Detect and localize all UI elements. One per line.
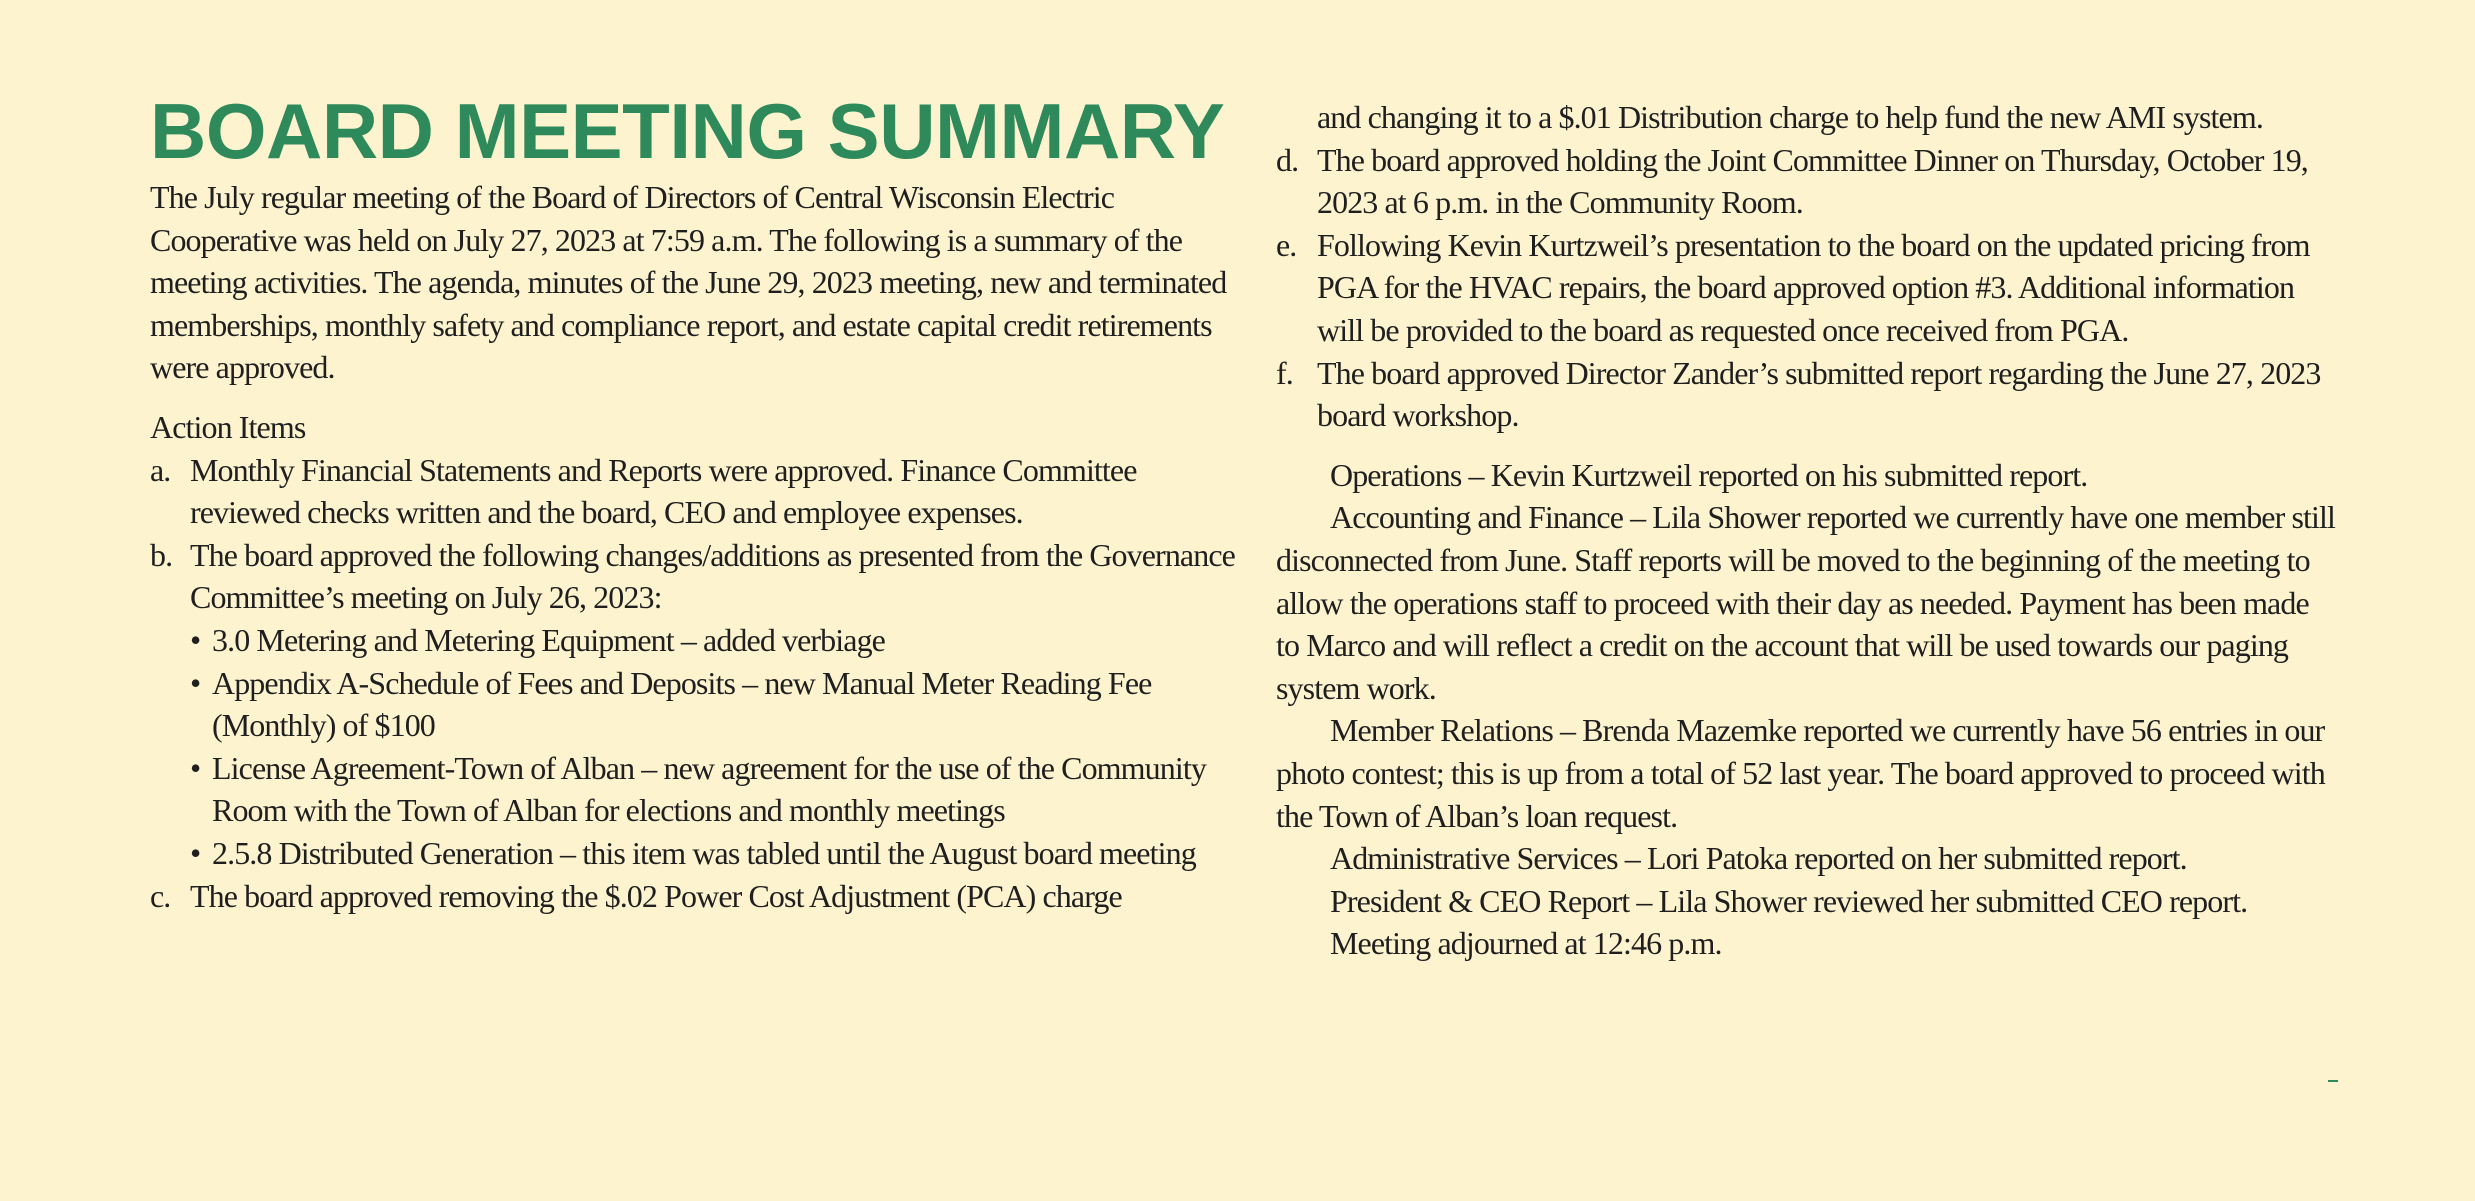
action-item-marker: f. bbox=[1276, 354, 1293, 391]
report-president-ceo: President & CEO Report – Lila Shower reviewed her submitted CEO report. bbox=[1330, 882, 2248, 919]
list-item bbox=[190, 747, 1240, 832]
action-item-marker: a. bbox=[150, 451, 171, 488]
action-item-e bbox=[1276, 224, 2336, 352]
list-item-text: 2.5.8 Distributed Generation – this item was tabled until the August board meeting bbox=[212, 834, 1196, 871]
left-column bbox=[150, 0, 1240, 917]
action-item-text: The board approved holding the Joint Committee Dinner on Thursday, October 19, 2023 at 6 p.m. in the Community Room. bbox=[1317, 141, 2308, 221]
list-item bbox=[190, 619, 1240, 662]
action-items-heading: Action Items bbox=[150, 408, 306, 445]
action-item-f bbox=[1276, 352, 2336, 437]
list-item-text: Appendix A-Schedule of Fees and Deposits – new Manual Meter Reading Fee (Monthly) of $100 bbox=[212, 664, 1152, 744]
list-item bbox=[190, 832, 1240, 875]
action-item-marker: c. bbox=[150, 877, 171, 914]
bullet-icon: • bbox=[190, 749, 201, 786]
list-item bbox=[190, 662, 1240, 747]
decorative-mark bbox=[2328, 1080, 2338, 1082]
action-item-text: The board approved removing the $.02 Power Cost Adjustment (PCA) charge bbox=[190, 877, 1122, 914]
list-item-text: License Agreement-Town of Alban – new agreement for the use of the Community Room with the Town of Alban for elections and monthly meetings bbox=[212, 749, 1206, 829]
report-accounting-finance: Accounting and Finance – Lila Shower reported we currently have one member still disconnected from June. Staff reports will be moved to the beginning of the meeting to allow the operations staff to proceed with their day as needed. Payment has been made to Marco and will reflect a credit on the account that will be used towards our paging system work. bbox=[1276, 499, 2335, 706]
action-item-text: Following Kevin Kurtzweil’s presentation to the board on the updated pricing from PGA for the HVAC repairs, the board approved option #3. Additional information will be provided to the board as requested once received from PGA. bbox=[1317, 226, 2310, 348]
intro-paragraph: The July regular meeting of the Board of Directors of Central Wisconsin Electric Cooperative was held on July 27, 2023 at 7:59 a.m. The following is a summary of the meeting activities. The agenda, minutes of the June 29, 2023 meeting, new and terminated memberships, monthly safety and compliance report, and estate capital credit retirements were approved. bbox=[150, 179, 1227, 386]
action-item-a bbox=[150, 449, 1240, 534]
action-items-list bbox=[150, 449, 1240, 918]
report-administrative-services: Administrative Services – Lori Patoka reported on her submitted report. bbox=[1330, 840, 2187, 877]
action-item-b bbox=[150, 534, 1240, 875]
page-title: BOARD MEETING SUMMARY bbox=[150, 87, 1225, 175]
bullet-icon: • bbox=[190, 621, 201, 658]
report-operations: Operations – Kevin Kurtzweil reported on his submitted report. bbox=[1330, 456, 2088, 493]
bullet-icon: • bbox=[190, 664, 201, 701]
meeting-adjourned: Meeting adjourned at 12:46 p.m. bbox=[1330, 925, 1722, 962]
action-item-marker: d. bbox=[1276, 141, 1299, 178]
governance-changes-list bbox=[190, 619, 1240, 875]
action-item-text: The board approved the following changes/additions as presented from the Governance Committee’s meeting on July 26, 2023: bbox=[190, 536, 1235, 616]
action-item-marker: b. bbox=[150, 536, 173, 573]
action-item-c-continuation: and changing it to a $.01 Distribution charge to help fund the new AMI system. bbox=[1317, 99, 2263, 135]
action-item-d bbox=[1276, 139, 2336, 224]
list-item-text: 3.0 Metering and Metering Equipment – added verbiage bbox=[212, 621, 885, 658]
bullet-icon: • bbox=[190, 834, 201, 871]
action-item-marker: e. bbox=[1276, 226, 1297, 263]
action-items-list-continued bbox=[1276, 139, 2336, 437]
action-item-c bbox=[150, 875, 1240, 918]
action-item-text: The board approved Director Zander’s submitted report regarding the June 27, 2023 board workshop. bbox=[1317, 354, 2321, 434]
action-item-text: Monthly Financial Statements and Reports were approved. Finance Committee reviewed checks written and the board, CEO and employee expenses. bbox=[190, 451, 1137, 531]
report-member-relations: Member Relations – Brenda Mazemke reported we currently have 56 entries in our photo contest; this is up from a total of 52 last year. The board approved to proceed with the Town of Alban’s loan request. bbox=[1276, 712, 2325, 834]
right-column bbox=[1276, 0, 2336, 965]
staff-reports bbox=[1276, 454, 2336, 965]
